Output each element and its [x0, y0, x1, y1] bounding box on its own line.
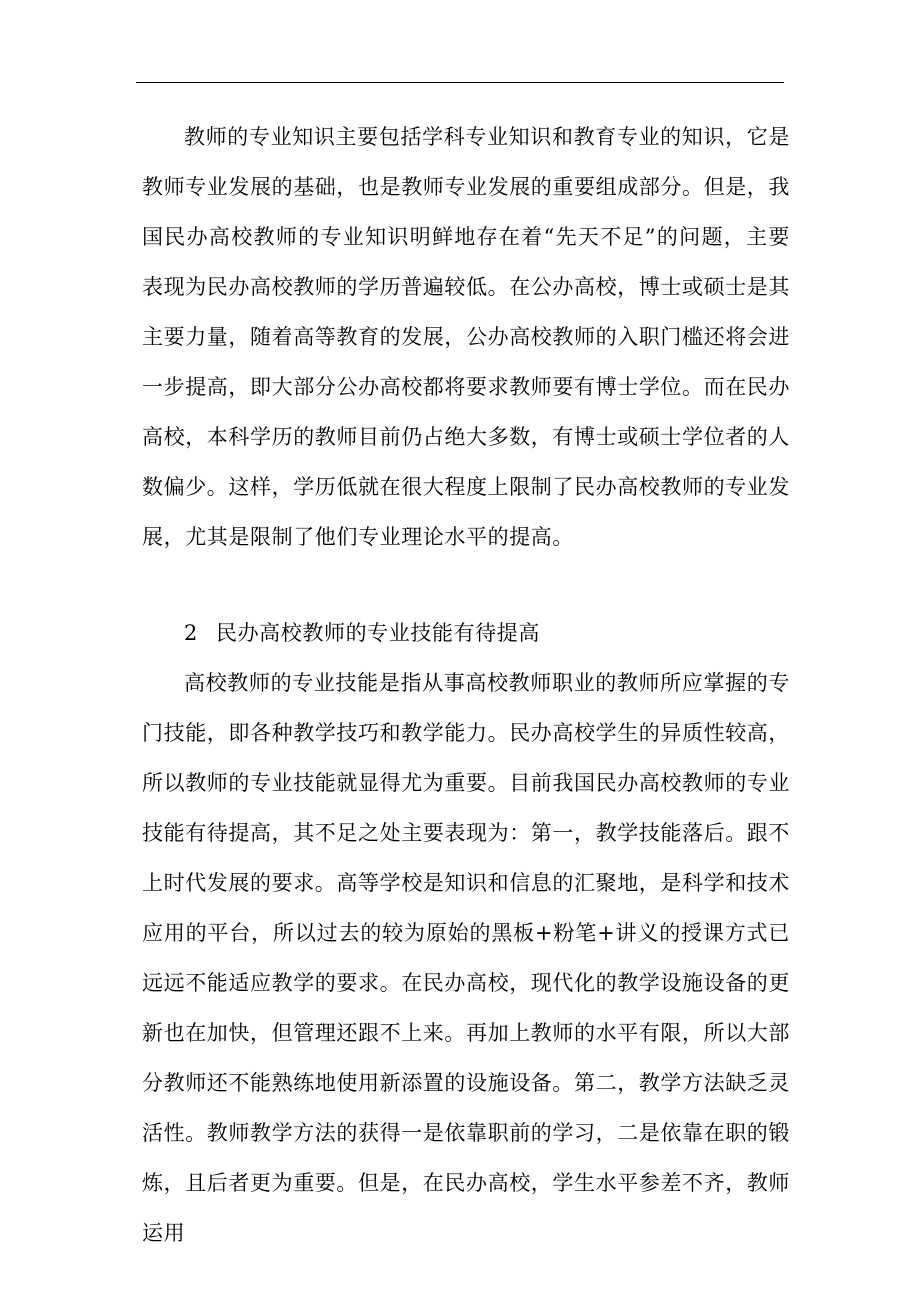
document-body [142, 112, 790, 1258]
header-rule [136, 82, 784, 83]
paragraph-professional-knowledge: 教师的专业知识主要包括学科专业知识和教育专业的知识，它是教师专业发展的基础，也是教师专业发展的重要组成部分。但是，我国民办高校教师的专业知识明鲜地存在着“先天不足”的问题，主要表现为民办高校教师的学历普遍较低。在公办高校，博士或硕士是其主要力量，随着高等教育的发展，公办高校教师的入职门槛还将会进一步提高，即大部分公办高校都将要求教师要有博士学位。而在民办高校，本科学历的教师目前仍占绝大多数，有博士或硕士学位者的人数偏少。这样，学历低就在很大程度上限制了民办高校教师的专业发展，尤其是限制了他们专业理论水平的提高。 [142, 125, 790, 549]
section-number: 2 [184, 621, 198, 645]
section-title: 民办高校教师的专业技能有待提高 [215, 621, 540, 645]
paragraph-professional-skills: 高校教师的专业技能是指从事高校教师职业的教师所应掌握的专门技能，即各种教学技巧和教学能力。民办高校学生的异质性较高，所以教师的专业技能就显得尤为重要。目前我国民办高校教师的专业技能有待提高，其不足之处主要表现为：第一，教学技能落后。跟不上时代发展的要求。高等学校是知识和信息的汇聚地，是科学和技术应用的平台，所以过去的较为原始的黑板+粉笔+讲义的授课方式已远远不能适应教学的要求。在民办高校，现代化的教学设施设备的更新也在加快，但管理还跟不上来。再加上教师的水平有限，所以大部分教师还不能熟练地使用新添置的设施设备。第二，教学方法缺乏灵活性。教师教学方法的获得一是依靠职前的学习，二是依靠在职的锻炼，且后者更为重要。但是，在民办高校，学生水平参差不齐，教师运用 [142, 671, 790, 1245]
section-heading [142, 608, 790, 658]
